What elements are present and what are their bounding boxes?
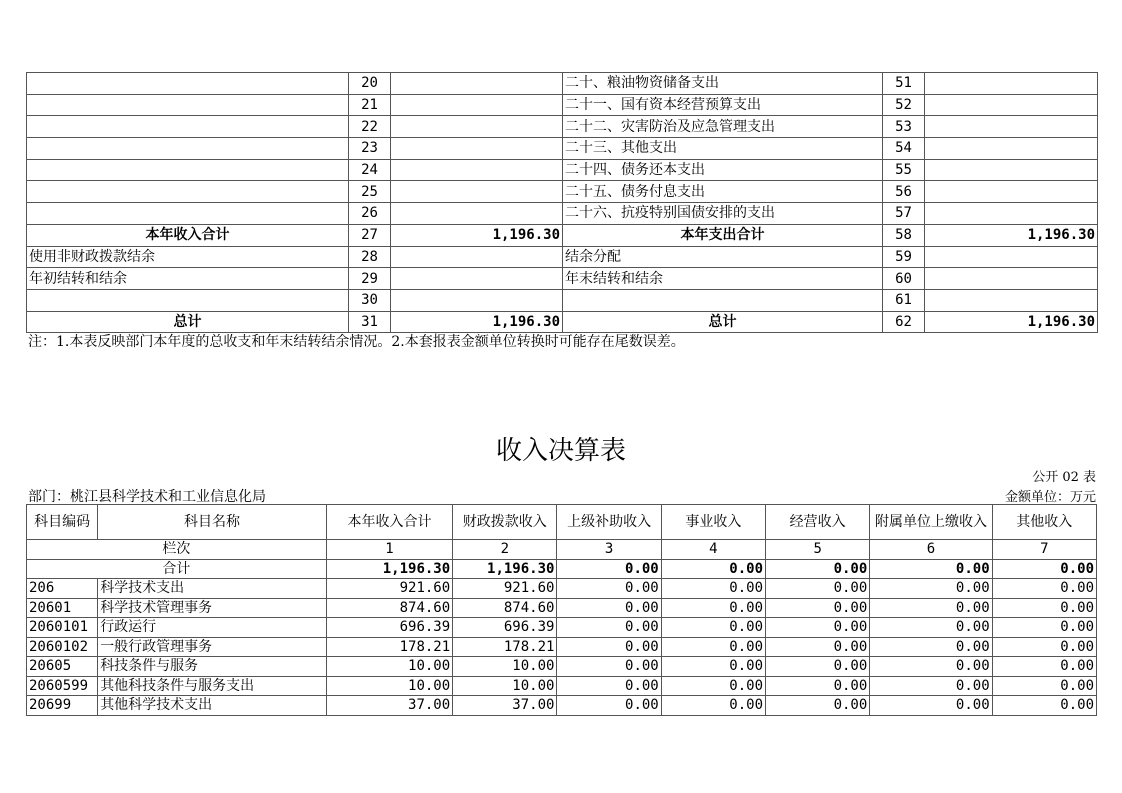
- income-line-number: 21: [349, 94, 391, 116]
- amount-cell: 0.00: [661, 618, 765, 638]
- expense-item-label: 年末结转和结余: [563, 268, 883, 290]
- amount-cell: 874.60: [453, 598, 557, 618]
- table-row: [27, 579, 1097, 599]
- expense-line-number: 60: [883, 268, 925, 290]
- expense-amount: [925, 289, 1098, 311]
- income-table-body: [27, 505, 1097, 716]
- account-code: 20605: [27, 657, 98, 677]
- account-code: 2060101: [27, 618, 98, 638]
- amount-cell: 178.21: [326, 637, 452, 657]
- income-amount: [391, 73, 563, 95]
- expense-item-label: 本年支出合计: [563, 224, 883, 246]
- income-amount: [391, 159, 563, 181]
- amount-cell: 0.00: [766, 618, 870, 638]
- expense-item-label: 二十二、灾害防治及应急管理支出: [563, 116, 883, 138]
- account-name: 一般行政管理事务: [98, 637, 327, 657]
- amount-cell: 0.00: [766, 637, 870, 657]
- amount-cell: 0.00: [992, 579, 1096, 599]
- amount-cell: 0.00: [661, 657, 765, 677]
- income-item-label: 使用非财政拨款结余: [27, 246, 349, 268]
- header-cell: 经营收入: [766, 505, 870, 540]
- total-label: 合计: [27, 559, 327, 579]
- amount-cell: 0.00: [661, 598, 765, 618]
- expense-amount: [925, 116, 1098, 138]
- total-value: 0.00: [992, 559, 1096, 579]
- header-cell: 本年收入合计: [326, 505, 452, 540]
- income-line-number: 22: [349, 116, 391, 138]
- amount-cell: 0.00: [766, 579, 870, 599]
- expense-line-number: 51: [883, 73, 925, 95]
- income-amount: [391, 181, 563, 203]
- amount-cell: 0.00: [557, 579, 661, 599]
- expense-line-number: 61: [883, 289, 925, 311]
- expense-amount: [925, 203, 1098, 225]
- header-cell: 上级补助收入: [557, 505, 661, 540]
- expense-amount: [925, 159, 1098, 181]
- expense-item-label: 二十四、债务还本支出: [563, 159, 883, 181]
- amount-cell: 37.00: [453, 696, 557, 716]
- amount-cell: 0.00: [661, 676, 765, 696]
- amount-cell: 0.00: [870, 676, 992, 696]
- header-row: [27, 505, 1097, 540]
- expense-amount: [925, 268, 1098, 290]
- table-row: [27, 246, 1098, 268]
- income-line-number: 28: [349, 246, 391, 268]
- amount-cell: 0.00: [557, 637, 661, 657]
- total-value: 1,196.30: [326, 559, 452, 579]
- income-line-number: 30: [349, 289, 391, 311]
- account-code: 2060599: [27, 676, 98, 696]
- total-row: [27, 559, 1097, 579]
- expense-line-number: 59: [883, 246, 925, 268]
- page-title: 收入决算表: [495, 436, 626, 466]
- total-value: 0.00: [870, 559, 992, 579]
- column-number-label: 栏次: [27, 540, 327, 560]
- income-line-number: 25: [349, 181, 391, 203]
- column-number: 7: [992, 540, 1096, 560]
- table-row: [27, 224, 1098, 246]
- account-code: 2060102: [27, 637, 98, 657]
- account-name: 科学技术管理事务: [98, 598, 327, 618]
- column-number: 6: [870, 540, 992, 560]
- table-row: [27, 116, 1098, 138]
- income-item-label: 本年收入合计: [27, 224, 349, 246]
- amount-cell: 10.00: [326, 657, 452, 677]
- column-number: 2: [453, 540, 557, 560]
- amount-cell: 0.00: [557, 618, 661, 638]
- table-row: [27, 696, 1097, 716]
- expense-item-label: 结余分配: [563, 246, 883, 268]
- amount-cell: 10.00: [326, 676, 452, 696]
- form-id: 公开 02 表: [1032, 470, 1096, 485]
- income-amount: [391, 289, 563, 311]
- column-number: 3: [557, 540, 661, 560]
- amount-cell: 37.00: [326, 696, 452, 716]
- expense-amount: 1,196.30: [925, 311, 1098, 333]
- income-line-number: 31: [349, 311, 391, 333]
- table-row: [27, 657, 1097, 677]
- income-table: [26, 504, 1097, 716]
- amount-cell: 0.00: [992, 696, 1096, 716]
- expense-amount: [925, 246, 1098, 268]
- income-amount: 1,196.30: [391, 311, 563, 333]
- amount-cell: 696.39: [326, 618, 452, 638]
- amount-cell: 0.00: [766, 676, 870, 696]
- amount-unit-label: 金额单位：万元: [1004, 490, 1096, 505]
- amount-cell: 0.00: [557, 676, 661, 696]
- account-code: 206: [27, 579, 98, 599]
- expense-line-number: 57: [883, 203, 925, 225]
- income-item-label: [27, 203, 349, 225]
- account-name: 其他科学技术支出: [98, 696, 327, 716]
- amount-cell: 0.00: [992, 598, 1096, 618]
- expense-line-number: 56: [883, 181, 925, 203]
- table-row: [27, 181, 1098, 203]
- expense-line-number: 62: [883, 311, 925, 333]
- amount-cell: 0.00: [557, 696, 661, 716]
- table-row: [27, 268, 1098, 290]
- amount-cell: 0.00: [766, 696, 870, 716]
- amount-cell: 0.00: [766, 657, 870, 677]
- account-code: 20699: [27, 696, 98, 716]
- table-row: [27, 73, 1098, 95]
- total-value: 0.00: [766, 559, 870, 579]
- account-name: 科学技术支出: [98, 579, 327, 599]
- department-label: 部门：桃江县科学技术和工业信息化局: [28, 489, 266, 505]
- income-amount: [391, 138, 563, 160]
- amount-cell: 696.39: [453, 618, 557, 638]
- income-amount: [391, 246, 563, 268]
- column-number: 4: [661, 540, 765, 560]
- amount-cell: 0.00: [870, 637, 992, 657]
- expense-item-label: 二十六、抗疫特别国债安排的支出: [563, 203, 883, 225]
- income-amount: [391, 116, 563, 138]
- expense-line-number: 54: [883, 138, 925, 160]
- amount-cell: 0.00: [870, 579, 992, 599]
- expense-amount: [925, 181, 1098, 203]
- table-row: [27, 94, 1098, 116]
- amount-cell: 0.00: [992, 618, 1096, 638]
- account-name: 科技条件与服务: [98, 657, 327, 677]
- column-number: 5: [766, 540, 870, 560]
- amount-cell: 10.00: [453, 657, 557, 677]
- amount-cell: 921.60: [453, 579, 557, 599]
- income-amount: 1,196.30: [391, 224, 563, 246]
- income-item-label: [27, 94, 349, 116]
- amount-cell: 0.00: [870, 598, 992, 618]
- amount-cell: 0.00: [557, 598, 661, 618]
- table-row: [27, 676, 1097, 696]
- total-value: 0.00: [557, 559, 661, 579]
- amount-cell: 178.21: [453, 637, 557, 657]
- amount-cell: 0.00: [766, 598, 870, 618]
- header-cell: 其他收入: [992, 505, 1096, 540]
- total-value: 0.00: [661, 559, 765, 579]
- expense-line-number: 58: [883, 224, 925, 246]
- header-cell: 附属单位上缴收入: [870, 505, 992, 540]
- amount-cell: 10.00: [453, 676, 557, 696]
- expense-item-label: 二十、粮油物资储备支出: [563, 73, 883, 95]
- amount-cell: 0.00: [992, 676, 1096, 696]
- income-item-label: [27, 116, 349, 138]
- account-name: 行政运行: [98, 618, 327, 638]
- expense-line-number: 53: [883, 116, 925, 138]
- header-cell: 事业收入: [661, 505, 765, 540]
- amount-cell: 0.00: [992, 637, 1096, 657]
- income-line-number: 29: [349, 268, 391, 290]
- income-line-number: 24: [349, 159, 391, 181]
- income-amount: [391, 94, 563, 116]
- table-row: [27, 618, 1097, 638]
- expense-item-label: 总计: [563, 311, 883, 333]
- income-item-label: [27, 181, 349, 203]
- income-item-label: 年初结转和结余: [27, 268, 349, 290]
- amount-cell: 0.00: [870, 657, 992, 677]
- table-row: [27, 637, 1097, 657]
- column-number-row: [27, 540, 1097, 560]
- amount-cell: 921.60: [326, 579, 452, 599]
- income-item-label: [27, 138, 349, 160]
- table-row: [27, 138, 1098, 160]
- expense-line-number: 52: [883, 94, 925, 116]
- expense-item-label: 二十三、其他支出: [563, 138, 883, 160]
- table-row: [27, 289, 1098, 311]
- table-row: [27, 311, 1098, 333]
- amount-cell: 0.00: [870, 618, 992, 638]
- amount-cell: 0.00: [870, 696, 992, 716]
- table-row: [27, 159, 1098, 181]
- account-name: 其他科技条件与服务支出: [98, 676, 327, 696]
- header-cell: 科目编码: [27, 505, 98, 540]
- amount-cell: 0.00: [661, 579, 765, 599]
- column-number: 1: [326, 540, 452, 560]
- expense-amount: 1,196.30: [925, 224, 1098, 246]
- account-code: 20601: [27, 598, 98, 618]
- amount-cell: 0.00: [557, 657, 661, 677]
- expense-amount: [925, 73, 1098, 95]
- income-item-label: 总计: [27, 311, 349, 333]
- table-row: [27, 598, 1097, 618]
- amount-cell: 874.60: [326, 598, 452, 618]
- amount-cell: 0.00: [661, 696, 765, 716]
- expense-amount: [925, 94, 1098, 116]
- summary-table-body: [27, 73, 1098, 333]
- amount-cell: 0.00: [992, 657, 1096, 677]
- income-line-number: 23: [349, 138, 391, 160]
- expense-item-label: 二十一、国有资本经营预算支出: [563, 94, 883, 116]
- expense-item-label: [563, 289, 883, 311]
- income-item-label: [27, 289, 349, 311]
- table-note: 注：1.本表反映部门本年度的总收支和年末结转结余情况。2.本套报表金额单位转换时可能存在尾数误差。: [28, 334, 685, 350]
- summary-table: [26, 72, 1098, 333]
- table-row: [27, 203, 1098, 225]
- header-cell: 科目名称: [98, 505, 327, 540]
- total-value: 1,196.30: [453, 559, 557, 579]
- income-amount: [391, 203, 563, 225]
- amount-cell: 0.00: [661, 637, 765, 657]
- income-line-number: 27: [349, 224, 391, 246]
- income-amount: [391, 268, 563, 290]
- expense-line-number: 55: [883, 159, 925, 181]
- header-cell: 财政拨款收入: [453, 505, 557, 540]
- income-line-number: 26: [349, 203, 391, 225]
- expense-item-label: 二十五、债务付息支出: [563, 181, 883, 203]
- expense-amount: [925, 138, 1098, 160]
- income-item-label: [27, 159, 349, 181]
- income-item-label: [27, 73, 349, 95]
- income-line-number: 20: [349, 73, 391, 95]
